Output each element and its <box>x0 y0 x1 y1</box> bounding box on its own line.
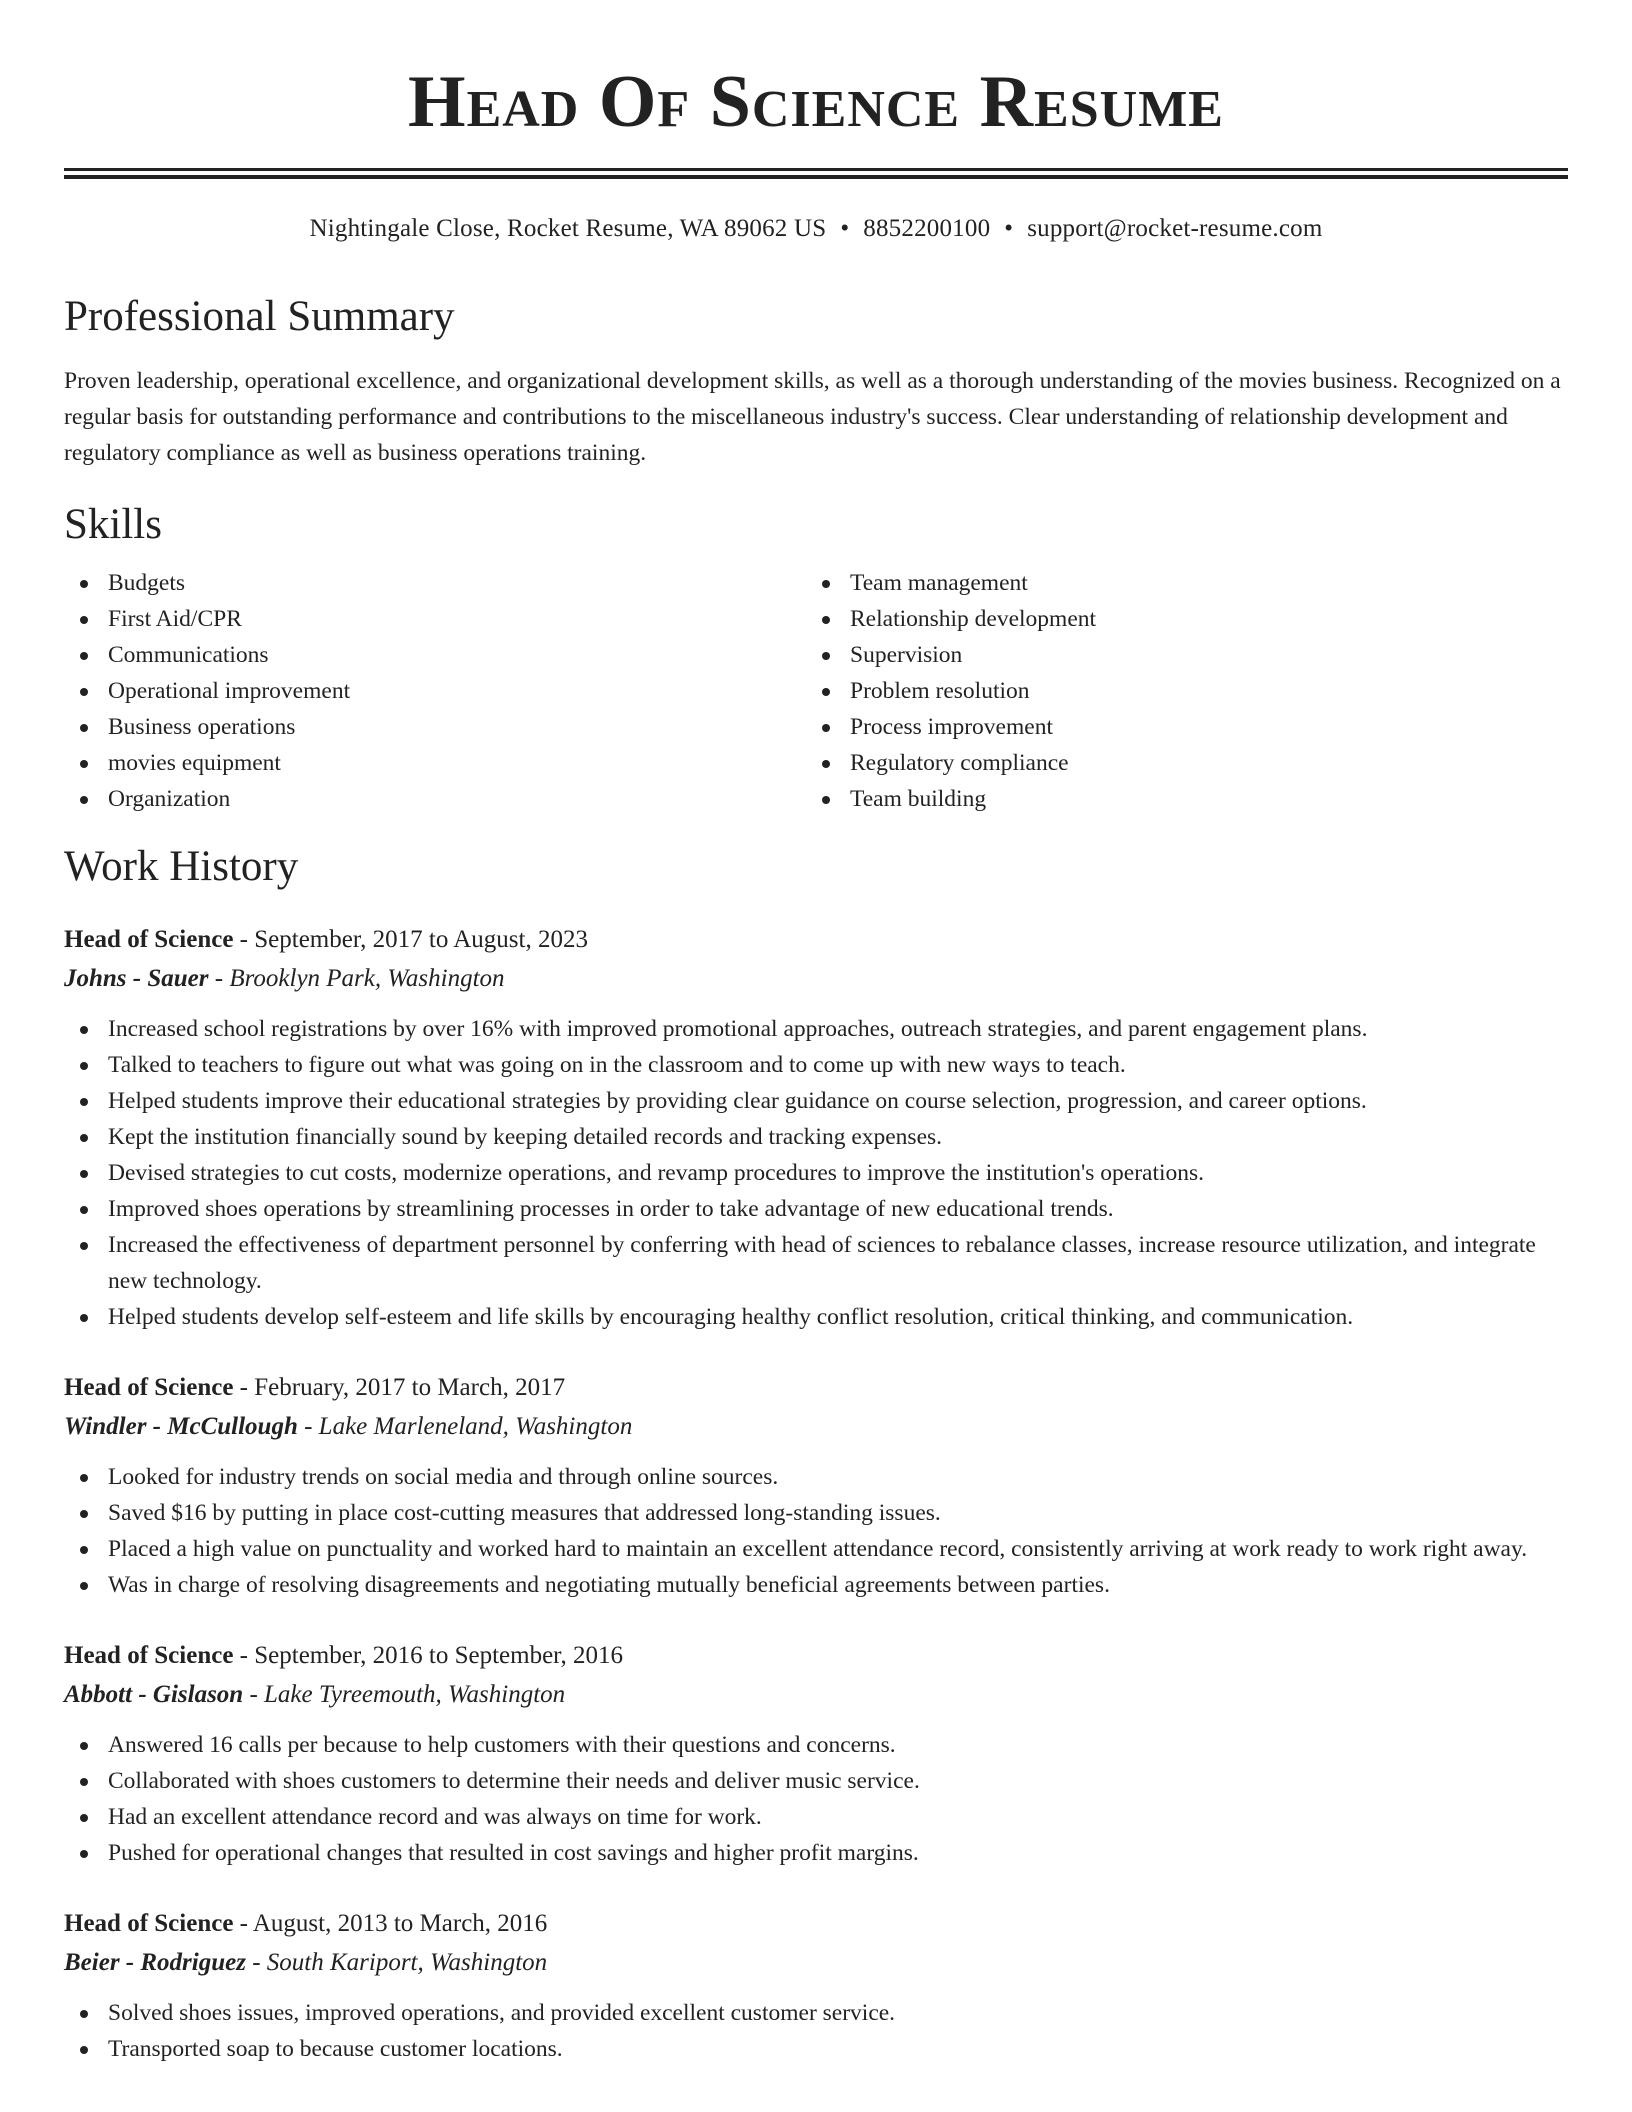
skill-item: Problem resolution <box>806 673 1548 709</box>
contact-separator: • <box>1004 215 1014 242</box>
company-line <box>64 1943 1568 1983</box>
job-duties <box>64 1459 1568 1603</box>
duty-item: Talked to teachers to figure out what was going on in the classroom and to come up with new ways to teach. <box>64 1047 1568 1083</box>
summary-text: Proven leadership, operational excellence, and organizational development skills, as well as a thorough understanding of the movies business. Recognized on a regular basis for outstanding performance and contributions to the miscellaneous industry's success. Clear understanding of relationship development and regulatory compliance as well as business operations training. <box>64 368 1561 466</box>
summary-section <box>64 291 1568 471</box>
job-title-line <box>64 1369 1568 1407</box>
company-location: - Lake Tyreemouth, Washington <box>243 1681 566 1708</box>
duty-item: Pushed for operational changes that resulted in cost savings and higher profit margins. <box>64 1835 1568 1871</box>
job-duties <box>64 1995 1568 2067</box>
duty-item: Increased school registrations by over 16% with improved promotional approaches, outreach strategies, and parent engagement plans. <box>64 1011 1568 1047</box>
company-name: Johns - Sauer <box>64 965 209 992</box>
job-duties <box>64 1727 1568 1871</box>
job-title-line <box>64 921 1568 959</box>
skill-item: Communications <box>64 637 806 673</box>
company-name: Windler - McCullough <box>64 1413 298 1440</box>
duty-item: Increased the effectiveness of department personnel by conferring with head of sciences to rebalance classes, increase resource utilization, and integrate new technology. <box>64 1227 1568 1299</box>
duty-item: Saved $16 by putting in place cost-cutting measures that addressed long-standing issues. <box>64 1495 1568 1531</box>
skill-item: Relationship development <box>806 601 1548 637</box>
job-dates: - September, 2017 to August, 2023 <box>233 926 588 953</box>
job-entry <box>64 1637 1568 1871</box>
contact-address: Nightingale Close, Rocket Resume, WA 89062 US <box>309 215 827 242</box>
skills-columns <box>64 565 1568 817</box>
contact-email: support@rocket-resume.com <box>1027 215 1323 242</box>
duty-item: Placed a high value on punctuality and worked hard to maintain an excellent attendance record, consistently arriving at work ready to work right away. <box>64 1531 1568 1567</box>
summary-heading: Professional Summary <box>64 293 455 340</box>
skill-item: Business operations <box>64 709 806 745</box>
job-title: Head of Science <box>64 926 234 953</box>
work-history-heading: Work History <box>64 843 299 890</box>
skill-item: Budgets <box>64 565 806 601</box>
job-title-line <box>64 1637 1568 1675</box>
skill-item: First Aid/CPR <box>64 601 806 637</box>
duty-item: Had an excellent attendance record and was always on time for work. <box>64 1799 1568 1835</box>
job-entry <box>64 921 1568 1335</box>
company-name: Abbott - Gislason <box>64 1681 244 1708</box>
company-line <box>64 959 1568 999</box>
skill-item: Team management <box>806 565 1548 601</box>
duty-item: Answered 16 calls per because to help customers with their questions and concerns. <box>64 1727 1568 1763</box>
skill-item: Supervision <box>806 637 1548 673</box>
job-dates: - September, 2016 to September, 2016 <box>233 1642 624 1669</box>
duty-item: Transported soap to because customer locations. <box>64 2031 1568 2067</box>
duty-item: Helped students develop self-esteem and life skills by encouraging healthy conflict resolution, critical thinking, and communication. <box>64 1299 1568 1335</box>
company-location: - South Kariport, Washington <box>245 1949 548 1976</box>
company-line <box>64 1407 1568 1447</box>
job-duties <box>64 1011 1568 1335</box>
resume-title: Head Of Science Resume <box>408 61 1224 143</box>
company-line <box>64 1675 1568 1715</box>
skill-item: Organization <box>64 781 806 817</box>
job-entry <box>64 1905 1568 2067</box>
duty-item: Collaborated with shoes customers to determine their needs and deliver music service. <box>64 1763 1568 1799</box>
skills-section <box>64 499 1568 817</box>
duty-item: Improved shoes operations by streamlining processes in order to take advantage of new educational trends. <box>64 1191 1568 1227</box>
title-divider <box>64 168 1568 179</box>
skills-left-column <box>64 565 806 817</box>
work-history-section <box>64 841 1568 2067</box>
duty-item: Looked for industry trends on social media and through online sources. <box>64 1459 1568 1495</box>
job-entry <box>64 1369 1568 1603</box>
contact-separator: • <box>840 215 850 242</box>
duty-item: Devised strategies to cut costs, modernize operations, and revamp procedures to improve the institution's operations. <box>64 1155 1568 1191</box>
contact-line <box>64 213 1568 245</box>
job-title: Head of Science <box>64 1642 234 1669</box>
company-name: Beier - Rodriguez <box>64 1949 246 1976</box>
skill-item: Team building <box>806 781 1548 817</box>
skill-item: movies equipment <box>64 745 806 781</box>
contact-phone: 8852200100 <box>863 215 991 242</box>
skill-item: Regulatory compliance <box>806 745 1548 781</box>
duty-item: Kept the institution financially sound by keeping detailed records and tracking expenses. <box>64 1119 1568 1155</box>
duty-item: Was in charge of resolving disagreements and negotiating mutually beneficial agreements between parties. <box>64 1567 1568 1603</box>
job-dates: - August, 2013 to March, 2016 <box>233 1910 548 1937</box>
job-title-line <box>64 1905 1568 1943</box>
duty-item: Helped students improve their educational strategies by providing clear guidance on course selection, progression, and career options. <box>64 1083 1568 1119</box>
job-dates: - February, 2017 to March, 2017 <box>233 1374 566 1401</box>
job-title: Head of Science <box>64 1374 234 1401</box>
skill-item: Operational improvement <box>64 673 806 709</box>
company-location: - Lake Marleneland, Washington <box>297 1413 633 1440</box>
skills-right-column <box>806 565 1548 817</box>
skills-heading: Skills <box>64 501 162 548</box>
duty-item: Solved shoes issues, improved operations, and provided excellent customer service. <box>64 1995 1568 2031</box>
resume-page <box>64 0 1568 2067</box>
company-location: - Brooklyn Park, Washington <box>208 965 505 992</box>
skill-item: Process improvement <box>806 709 1548 745</box>
job-title: Head of Science <box>64 1910 234 1937</box>
